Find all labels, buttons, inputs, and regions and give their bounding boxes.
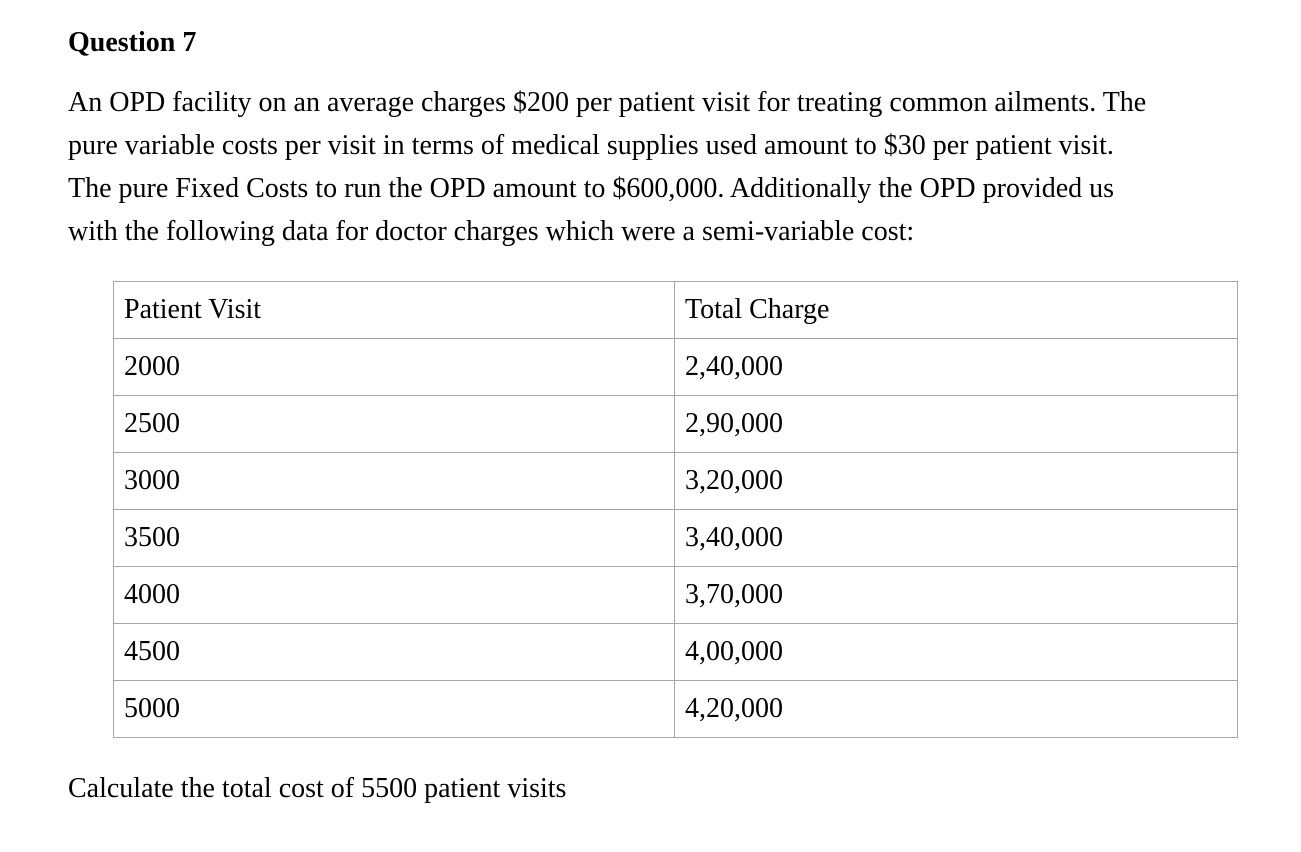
header-patient-visit: Patient Visit — [114, 282, 675, 339]
cell-patient-visit: 4500 — [114, 624, 675, 681]
cell-total-charge: 3,40,000 — [675, 510, 1238, 567]
table-row — [114, 567, 1238, 624]
cell-total-charge: 2,40,000 — [675, 339, 1238, 396]
header-total-charge: Total Charge — [675, 282, 1238, 339]
cell-patient-visit: 4000 — [114, 567, 675, 624]
cell-patient-visit: 2000 — [114, 339, 675, 396]
table-row — [114, 624, 1238, 681]
cell-patient-visit: 5000 — [114, 681, 675, 738]
table-row — [114, 453, 1238, 510]
paragraph-line: pure variable costs per visit in terms of medical supplies used amount to $30 per patient visit. — [68, 130, 1114, 161]
paragraph-line: An OPD facility on an average charges $200 per patient visit for treating common ailments. The — [68, 87, 1147, 118]
cell-total-charge: 2,90,000 — [675, 396, 1238, 453]
cell-patient-visit: 3500 — [114, 510, 675, 567]
table-header-row — [114, 282, 1238, 339]
table-row — [114, 510, 1238, 567]
cell-total-charge: 4,00,000 — [675, 624, 1238, 681]
table-row — [114, 681, 1238, 738]
question-title: Question 7 — [68, 27, 197, 58]
cell-patient-visit: 3000 — [114, 453, 675, 510]
table-row — [114, 396, 1238, 453]
question-paragraph — [68, 81, 1268, 253]
paragraph-line: The pure Fixed Costs to run the OPD amount to $600,000. Additionally the OPD provided us — [68, 173, 1115, 204]
cell-total-charge: 3,20,000 — [675, 453, 1238, 510]
cell-total-charge: 3,70,000 — [675, 567, 1238, 624]
cell-patient-visit: 2500 — [114, 396, 675, 453]
paragraph-line: with the following data for doctor charges which were a semi-variable cost: — [68, 216, 915, 247]
cell-total-charge: 4,20,000 — [675, 681, 1238, 738]
question-prompt: Calculate the total cost of 5500 patient visits — [68, 773, 567, 804]
table-row — [114, 339, 1238, 396]
doctor-charges-table — [113, 281, 1238, 738]
